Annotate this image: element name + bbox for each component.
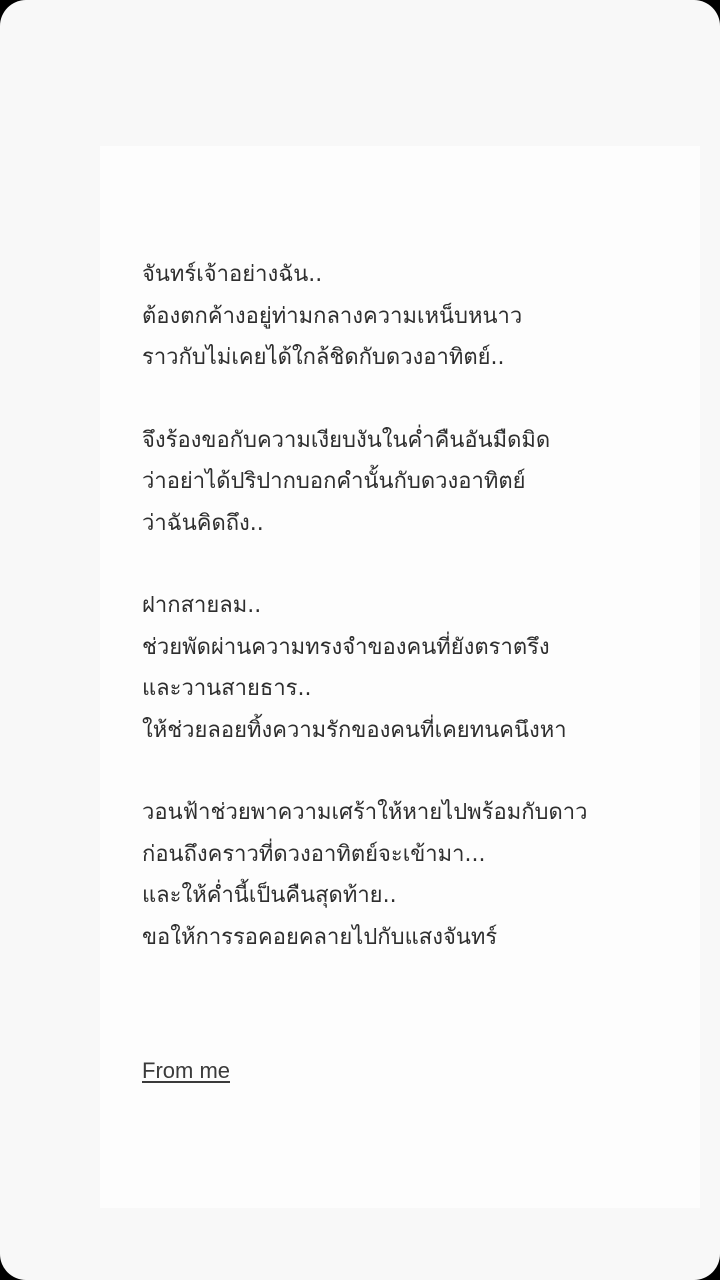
poem-line: ให้ช่วยลอยทิ้งความรักของคนที่เคยทนคนึงหา xyxy=(142,717,567,743)
poem-line: ช่วยพัดผ่านความทรงจำของคนที่ยังตราตรึง xyxy=(142,634,550,660)
poem-line: วอนฟ้าช่วยพาความเศร้าให้หายไปพร้อมกับดาว xyxy=(142,800,588,825)
poem-line: ว่าอย่าได้ปริปากบอกคำนั้นกับดวงอาทิตย์ xyxy=(142,469,526,494)
poem-line: และวานสายธาร.. xyxy=(142,676,312,701)
poem-line: ราวกับไม่เคยได้ใกล้ชิดกับดวงอาทิตย์.. xyxy=(142,345,505,370)
poem-stanza xyxy=(142,254,682,379)
signature-link[interactable]: From me xyxy=(142,1058,230,1083)
poem-line: และให้ค่ำนี้เป็นคืนสุดท้าย.. xyxy=(142,883,397,908)
poem-line: ก่อนถึงคราวที่ดวงอาทิตย์จะเข้ามา... xyxy=(142,841,486,867)
poem-line: ขอให้การรอคอยคลายไปกับแสงจันทร์ xyxy=(142,924,498,950)
poem-line: ว่าฉันคิดถึง.. xyxy=(142,510,264,536)
poem-line: จันทร์เจ้าอย่างฉัน.. xyxy=(142,262,323,287)
poem-stanza xyxy=(142,792,682,958)
poem-line: จึงร้องขอกับความเงียบงันในค่ำคืนอันมืดมิด xyxy=(142,427,551,453)
poem-stanza xyxy=(142,585,682,751)
poem-line: ฝากสายลม.. xyxy=(142,593,262,618)
poem-body xyxy=(142,254,682,999)
poem-stanza xyxy=(142,420,682,545)
poem-line: ต้องตกค้างอยู่ท่ามกลางความเหน็บหนาว xyxy=(142,303,523,329)
text-card xyxy=(100,146,700,1208)
